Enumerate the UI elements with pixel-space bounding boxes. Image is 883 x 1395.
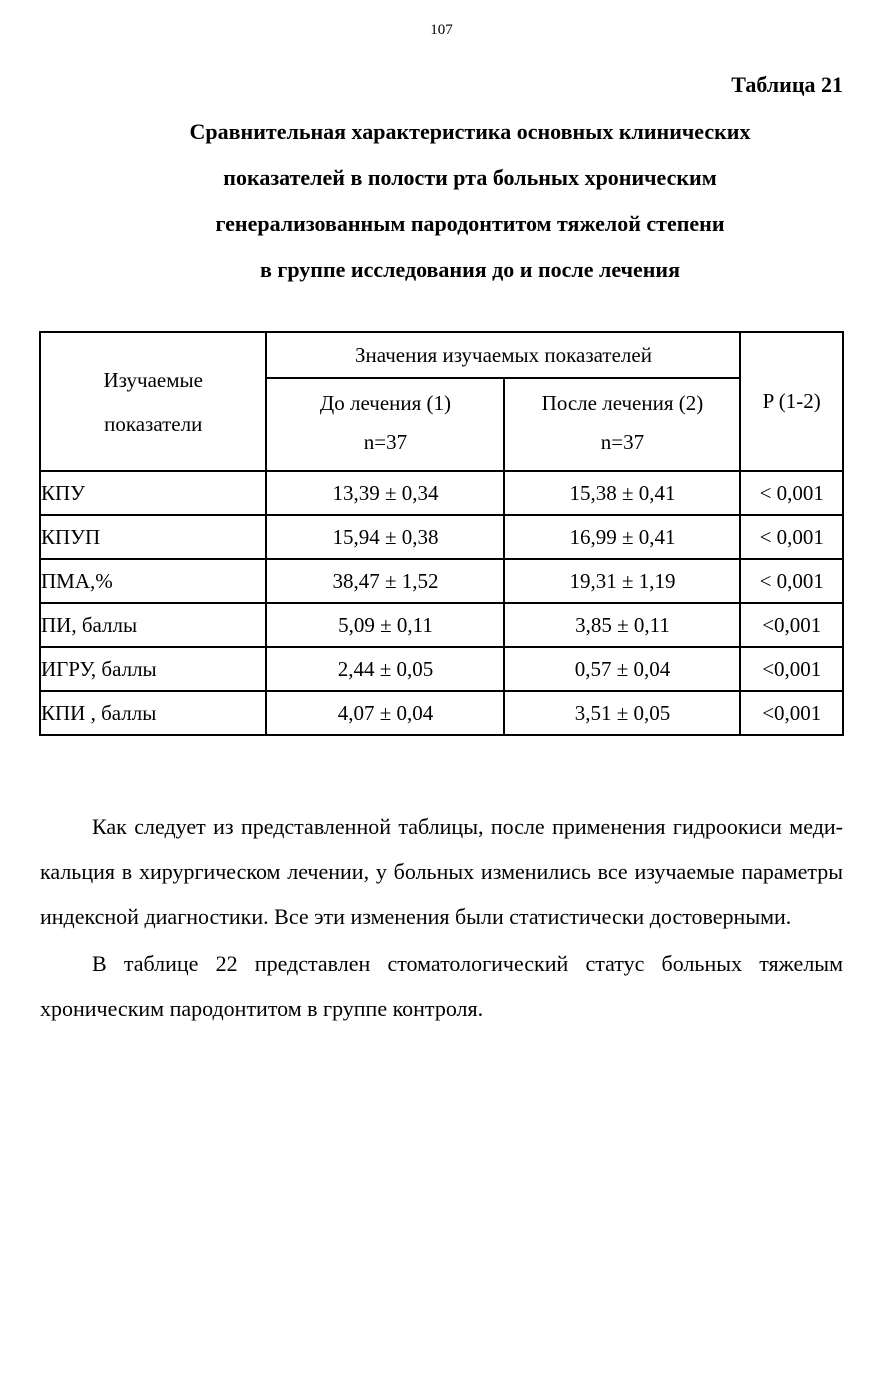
body-text	[40, 804, 843, 1033]
row-name: ИГРУ, баллы	[40, 647, 266, 691]
paragraph: Как следует из представленной таблицы, после применения гидроокиси меди-кальция в хирургическом лечении, у больных изменились все изучаемые параметры индексной диагностики. Все эти изменения были статистически достоверными.	[40, 814, 843, 929]
paragraph: В таблице 22 представлен стоматологический статус больных тяжелым хроническим пародонтитом в группе контроля.	[40, 951, 843, 1021]
row-after: 15,38 ± 0,41	[504, 471, 740, 515]
row-before: 15,94 ± 0,38	[266, 515, 504, 559]
row-name: ПМА,%	[40, 559, 266, 603]
header-indicator	[40, 332, 266, 471]
header-after	[504, 378, 740, 471]
table-row	[40, 515, 843, 559]
clinical-indicators-table	[39, 331, 844, 736]
caption-line: в группе исследования до и после лечения	[259, 257, 680, 282]
row-name: КПУ	[40, 471, 266, 515]
caption-line: генерализованным пародонтитом тяжелой степени	[215, 211, 725, 236]
header-before	[266, 378, 504, 471]
table-row	[40, 559, 843, 603]
row-before: 4,07 ± 0,04	[266, 691, 504, 735]
row-p: < 0,001	[740, 559, 843, 603]
row-after: 19,31 ± 1,19	[504, 559, 740, 603]
row-p: < 0,001	[740, 515, 843, 559]
header-before-label: До лечения (1)	[319, 391, 452, 415]
row-before: 2,44 ± 0,05	[266, 647, 504, 691]
header-indicator-line1: Изучаемые	[103, 367, 203, 392]
row-p: <0,001	[740, 691, 843, 735]
table-row	[40, 603, 843, 647]
header-indicator-line2: показатели	[104, 411, 203, 436]
row-before: 5,09 ± 0,11	[266, 603, 504, 647]
row-after: 3,51 ± 0,05	[504, 691, 740, 735]
row-name: КПУП	[40, 515, 266, 559]
header-after-n: n=37	[600, 430, 645, 454]
row-before: 38,47 ± 1,52	[266, 559, 504, 603]
row-p: <0,001	[740, 603, 843, 647]
table-row	[40, 691, 843, 735]
caption-line: Сравнительная характеристика основных клинических	[189, 119, 751, 144]
row-after: 3,85 ± 0,11	[504, 603, 740, 647]
header-after-label: После лечения (2)	[541, 391, 704, 415]
table-caption	[60, 116, 880, 300]
table-label: Таблица 21	[731, 72, 843, 97]
row-p: < 0,001	[740, 471, 843, 515]
header-before-n: n=37	[363, 430, 408, 454]
header-values-group: Значения изучаемых показателей	[266, 332, 740, 378]
table-row	[40, 471, 843, 515]
table-row	[40, 647, 843, 691]
row-before: 13,39 ± 0,34	[266, 471, 504, 515]
row-name: ПИ, баллы	[40, 603, 266, 647]
row-name: КПИ , баллы	[40, 691, 266, 735]
row-after: 16,99 ± 0,41	[504, 515, 740, 559]
row-p: <0,001	[740, 647, 843, 691]
caption-line: показателей в полости рта больных хроническим	[223, 165, 717, 190]
header-p: P (1-2)	[740, 332, 843, 471]
page-number: 107	[430, 22, 453, 38]
row-after: 0,57 ± 0,04	[504, 647, 740, 691]
